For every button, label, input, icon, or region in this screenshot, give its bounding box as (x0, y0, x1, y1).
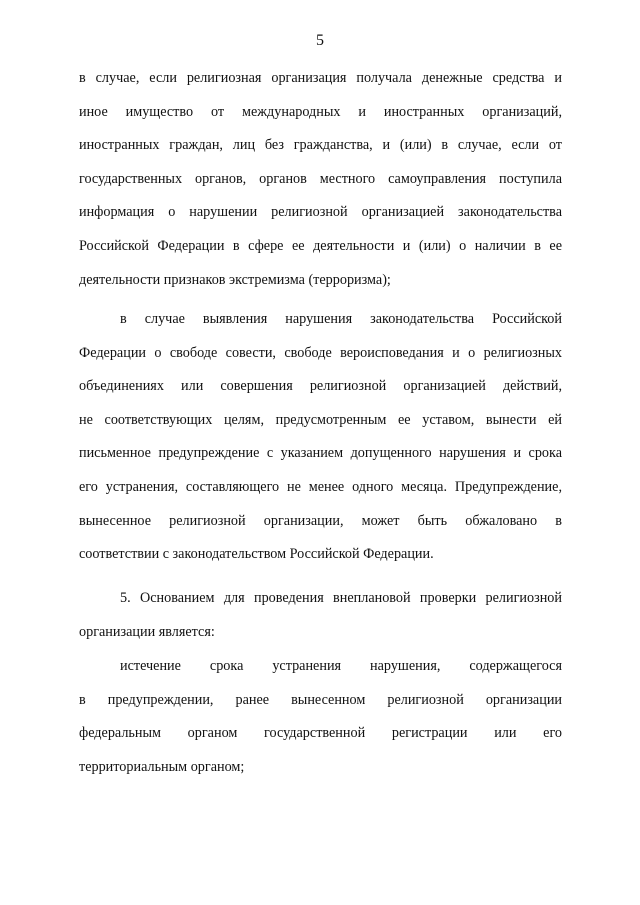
paragraph-line: 5. Основанием для проведения внеплановой проверки религиозной (120, 590, 562, 606)
paragraph-line: государственных органов, органов местного самоуправления поступила (79, 170, 562, 187)
paragraph-line: письменное предупреждение с указанием допущенного нарушения и срока (79, 445, 562, 462)
paragraph-4 (79, 650, 562, 784)
page-number: 5 (316, 32, 324, 49)
paragraph-line: иностранных граждан, лиц без гражданства, и (или) в случае, если от (79, 137, 562, 154)
paragraph-line: организации является: (79, 623, 215, 640)
paragraph-line: объединениях или совершения религиозной организацией действий, (79, 378, 562, 395)
paragraph-line: соответствии с законодательством Российской Федерации. (79, 546, 434, 563)
paragraph-line: его устранения, составляющего не менее одного месяца. Предупреждение, (79, 478, 562, 495)
paragraph-line: в предупреждении, ранее вынесенном религиозной организации (79, 691, 562, 708)
paragraph-line: территориальным органом; (79, 758, 245, 775)
paragraph-line: федеральным органом государственной регистрации или его (79, 725, 562, 742)
paragraph-line: в случае выявления нарушения законодательства Российской (120, 311, 562, 327)
paragraph-1 (79, 62, 562, 297)
paragraph-line: информация о нарушении религиозной организацией законодательства (79, 204, 562, 221)
paragraph-line: Федерации о свободе совести, свободе вероисповедания и о религиозных (79, 344, 562, 361)
paragraph-line: Российской Федерации в сфере ее деятельности и (или) о наличии в ее (79, 237, 562, 254)
paragraph-line: истечение срока устранения нарушения, содержащегося (120, 658, 562, 674)
paragraph-3 (79, 582, 562, 649)
paragraph-line: в случае, если религиозная организация получала денежные средства и (79, 70, 562, 86)
paragraph-2 (79, 303, 562, 572)
paragraph-line: деятельности признаков экстремизма (терроризма); (79, 271, 391, 288)
paragraph-line: вынесенное религиозной организации, может быть обжаловано в (79, 512, 562, 529)
paragraph-line: иное имущество от международных и иностранных организаций, (79, 103, 562, 120)
paragraph-line: не соответствующих целям, предусмотренным ее уставом, вынести ей (79, 411, 562, 428)
